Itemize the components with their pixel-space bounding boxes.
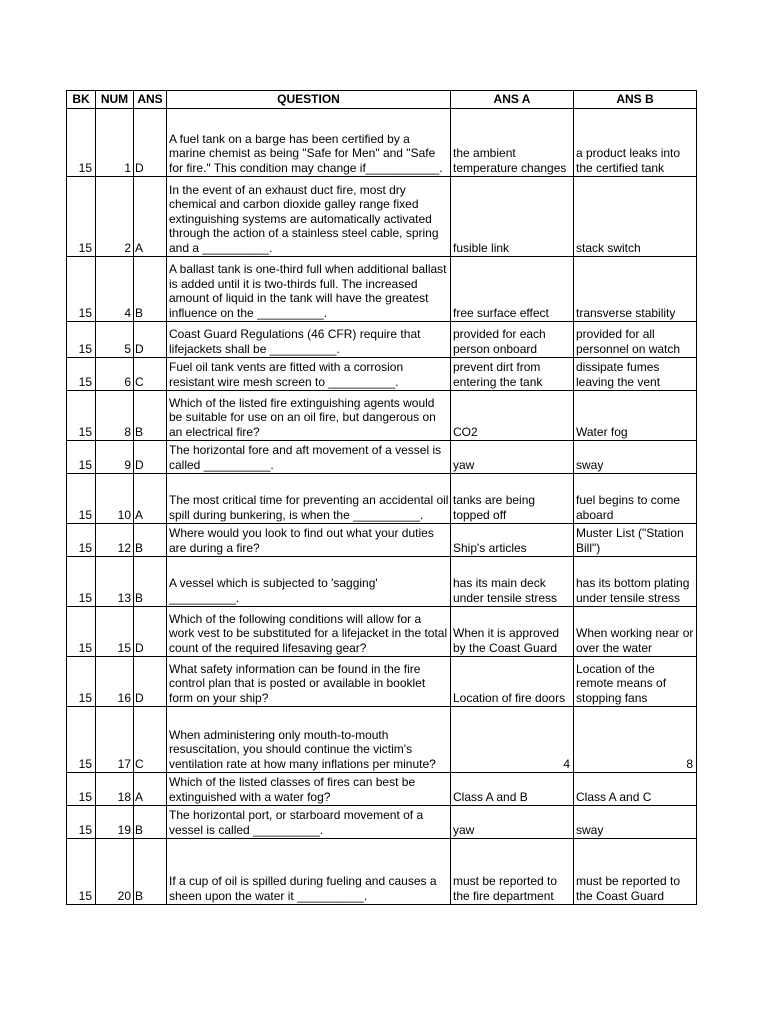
- cell-ans-b: dissipate fumes leaving the vent: [574, 358, 697, 391]
- cell-ans-b: stack switch: [574, 177, 697, 257]
- cell-bk: 15: [67, 657, 96, 707]
- cell-num: 20: [96, 839, 134, 905]
- cell-ans-a: Class A and B: [451, 773, 574, 806]
- table-row: [67, 474, 697, 524]
- cell-ans-b: a product leaks into the certified tank: [574, 109, 697, 177]
- cell-question: If a cup of oil is spilled during fueling and causes a sheen upon the water it __________.: [167, 839, 451, 905]
- table-row: [67, 657, 697, 707]
- cell-ans-b: must be reported to the Coast Guard: [574, 839, 697, 905]
- cell-ans: D: [134, 322, 167, 358]
- table-row: [67, 839, 697, 905]
- cell-question: What safety information can be found in the fire control plan that is posted or available in booklet form on your ship?: [167, 657, 451, 707]
- table-row: [67, 358, 697, 391]
- cell-bk: 15: [67, 773, 96, 806]
- table-row: [67, 707, 697, 773]
- cell-ans-a: must be reported to the fire department: [451, 839, 574, 905]
- cell-num: 5: [96, 322, 134, 358]
- header-ans-a: ANS A: [451, 91, 574, 109]
- cell-bk: 15: [67, 177, 96, 257]
- table-row: [67, 557, 697, 607]
- cell-num: 10: [96, 474, 134, 524]
- cell-question: A fuel tank on a barge has been certified by a marine chemist as being "Safe for Men" and "Safe for fire." This condition may change if___________.: [167, 109, 451, 177]
- cell-ans: B: [134, 557, 167, 607]
- cell-question: Coast Guard Regulations (46 CFR) require that lifejackets shall be __________.: [167, 322, 451, 358]
- cell-question: Which of the following conditions will allow for a work vest to be substituted for a lifejacket in the total count of the required lifesaving gear?: [167, 607, 451, 657]
- cell-ans-b: sway: [574, 806, 697, 839]
- cell-ans-b: provided for all personnel on watch: [574, 322, 697, 358]
- cell-bk: 15: [67, 524, 96, 557]
- cell-ans: B: [134, 257, 167, 322]
- table-row: [67, 322, 697, 358]
- cell-num: 15: [96, 607, 134, 657]
- cell-question: The most critical time for preventing an accidental oil spill during bunkering, is when the __________.: [167, 474, 451, 524]
- table-row: [67, 524, 697, 557]
- cell-bk: 15: [67, 257, 96, 322]
- cell-bk: 15: [67, 109, 96, 177]
- cell-num: 4: [96, 257, 134, 322]
- cell-ans-a: 4: [451, 707, 574, 773]
- cell-question: The horizontal port, or starboard movement of a vessel is called __________.: [167, 806, 451, 839]
- cell-ans-b: sway: [574, 441, 697, 474]
- cell-ans-b: has its bottom plating under tensile stress: [574, 557, 697, 607]
- cell-ans-a: CO2: [451, 391, 574, 441]
- cell-num: 16: [96, 657, 134, 707]
- cell-num: 9: [96, 441, 134, 474]
- cell-ans: B: [134, 391, 167, 441]
- cell-ans-b: Muster List ("Station Bill"): [574, 524, 697, 557]
- cell-num: 8: [96, 391, 134, 441]
- cell-ans: D: [134, 441, 167, 474]
- cell-bk: 15: [67, 839, 96, 905]
- cell-ans-b: Location of the remote means of stopping fans: [574, 657, 697, 707]
- cell-ans: A: [134, 474, 167, 524]
- cell-ans: C: [134, 707, 167, 773]
- cell-ans-b: 8: [574, 707, 697, 773]
- header-question: QUESTION: [167, 91, 451, 109]
- cell-question: In the event of an exhaust duct fire, most dry chemical and carbon dioxide galley range fixed extinguishing systems are automatically activated through the action of a stainless steel cable, spring and a __________.: [167, 177, 451, 257]
- cell-num: 6: [96, 358, 134, 391]
- cell-ans: D: [134, 607, 167, 657]
- header-ans: ANS: [134, 91, 167, 109]
- cell-question: Fuel oil tank vents are fitted with a corrosion resistant wire mesh screen to __________.: [167, 358, 451, 391]
- cell-bk: 15: [67, 557, 96, 607]
- cell-bk: 15: [67, 441, 96, 474]
- cell-ans-b: transverse stability: [574, 257, 697, 322]
- cell-num: 2: [96, 177, 134, 257]
- question-table: [66, 90, 697, 905]
- header-bk: BK: [67, 91, 96, 109]
- header-num: NUM: [96, 91, 134, 109]
- cell-bk: 15: [67, 607, 96, 657]
- cell-ans-a: tanks are being topped off: [451, 474, 574, 524]
- table-row: [67, 109, 697, 177]
- cell-ans-a: When it is approved by the Coast Guard: [451, 607, 574, 657]
- header-row: [67, 91, 697, 109]
- table-row: [67, 257, 697, 322]
- cell-ans-a: free surface effect: [451, 257, 574, 322]
- table-row: [67, 391, 697, 441]
- cell-bk: 15: [67, 707, 96, 773]
- cell-ans-a: yaw: [451, 441, 574, 474]
- cell-ans: A: [134, 773, 167, 806]
- cell-ans: B: [134, 806, 167, 839]
- cell-num: 1: [96, 109, 134, 177]
- cell-bk: 15: [67, 806, 96, 839]
- cell-ans-a: prevent dirt from entering the tank: [451, 358, 574, 391]
- cell-question: Which of the listed fire extinguishing agents would be suitable for use on an oil fire, but dangerous on an electrical fire?: [167, 391, 451, 441]
- cell-bk: 15: [67, 474, 96, 524]
- table-row: [67, 441, 697, 474]
- table-row: [67, 177, 697, 257]
- cell-ans-b: Class A and C: [574, 773, 697, 806]
- cell-question: Which of the listed classes of fires can best be extinguished with a water fog?: [167, 773, 451, 806]
- cell-ans: B: [134, 524, 167, 557]
- cell-num: 13: [96, 557, 134, 607]
- cell-ans-b: Water fog: [574, 391, 697, 441]
- cell-ans-a: has its main deck under tensile stress: [451, 557, 574, 607]
- cell-ans-a: yaw: [451, 806, 574, 839]
- cell-ans-b: fuel begins to come aboard: [574, 474, 697, 524]
- cell-question: A vessel which is subjected to 'sagging' __________.: [167, 557, 451, 607]
- cell-ans: D: [134, 657, 167, 707]
- table-row: [67, 607, 697, 657]
- cell-question: Where would you look to find out what your duties are during a fire?: [167, 524, 451, 557]
- cell-num: 17: [96, 707, 134, 773]
- cell-bk: 15: [67, 358, 96, 391]
- cell-ans: A: [134, 177, 167, 257]
- cell-bk: 15: [67, 391, 96, 441]
- cell-question: When administering only mouth-to-mouth resuscitation, you should continue the victim's ventilation rate at how many inflations per minute?: [167, 707, 451, 773]
- header-ans-b: ANS B: [574, 91, 697, 109]
- cell-bk: 15: [67, 322, 96, 358]
- cell-ans-a: Ship's articles: [451, 524, 574, 557]
- cell-ans: B: [134, 839, 167, 905]
- cell-ans-b: When working near or over the water: [574, 607, 697, 657]
- cell-question: The horizontal fore and aft movement of a vessel is called __________.: [167, 441, 451, 474]
- cell-ans-a: fusible link: [451, 177, 574, 257]
- table-row: [67, 773, 697, 806]
- cell-num: 18: [96, 773, 134, 806]
- cell-num: 19: [96, 806, 134, 839]
- cell-ans: D: [134, 109, 167, 177]
- cell-ans-a: provided for each person onboard: [451, 322, 574, 358]
- cell-ans-a: Location of fire doors: [451, 657, 574, 707]
- table-row: [67, 806, 697, 839]
- cell-question: A ballast tank is one-third full when additional ballast is added until it is two-thirds full. The increased amount of liquid in the tank will have the greatest influence on the __________.: [167, 257, 451, 322]
- cell-ans-a: the ambient temperature changes: [451, 109, 574, 177]
- cell-ans: C: [134, 358, 167, 391]
- cell-num: 12: [96, 524, 134, 557]
